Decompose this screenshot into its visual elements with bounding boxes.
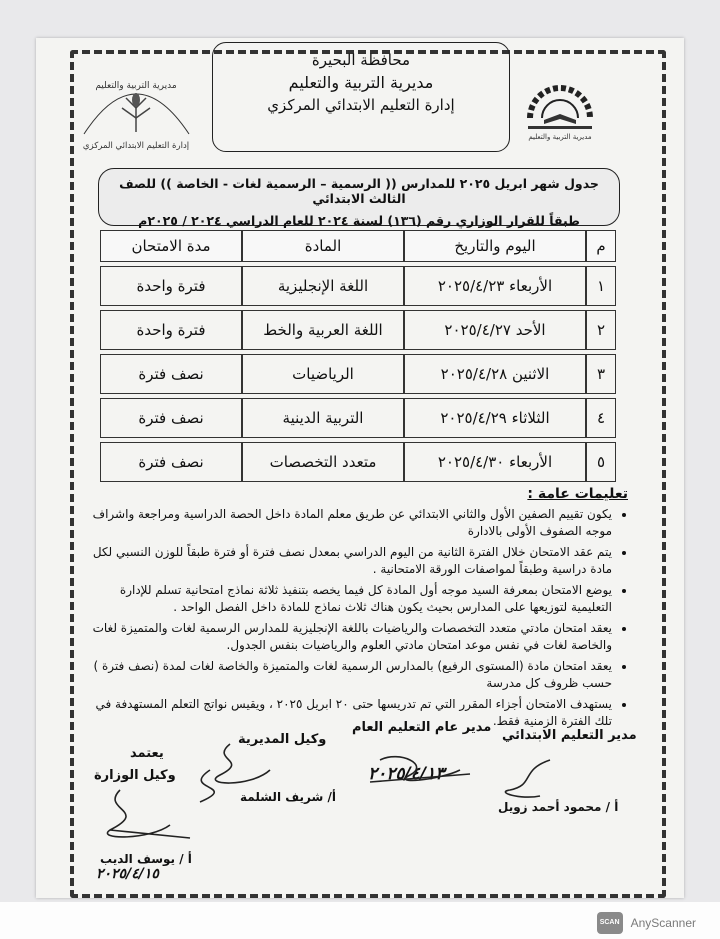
scanner-brand [597,912,696,934]
primary-director-title: مدير التعليم الابتدائي [502,728,637,743]
instruction-item: • يوضع الامتحان بمعرفة السيد موجه أول المادة كل فيما يخصه بتنفيذ ثلاثة نماذج امتحانية تسلم للإدارة التعليمية لتوزيعها على المدارس بحيث يكون هناك ثلاث نماذج للمادة داخل الفصل الواحد . [88,582,612,616]
header-duration: مدة الامتحان [100,230,242,262]
header-num: م [586,230,616,262]
general-director-date: ٢٠٢٥/٤/١٣ [368,764,445,784]
row-duration: فترة واحدة [100,266,242,306]
row-day-date: الاثنين ٢٠٢٥/٤/٢٨ [404,354,586,394]
row-duration: نصف فترة [100,354,242,394]
row-day-date: الأحد ٢٠٢٥/٤/٢٧ [404,310,586,350]
header-box [212,42,510,152]
signature-stroke [200,770,214,802]
primary-director-name: أ / محمود أحمد زويل [498,800,619,814]
table-row [100,442,616,482]
deputy-ministry-name: أ / يوسف الديب [100,852,192,866]
signature-scribbles [80,730,640,870]
deputy-directorate-title: وكيل المديرية [238,732,327,747]
header-subject: المادة [242,230,404,262]
directorate-logo-icon [74,74,199,154]
title-line-1: جدول شهر ابريل ٢٠٢٥ للمدارس (( الرسمية – الرسمية لغات - الخاصة )) للصف الثالث الابتدائي [119,176,599,206]
instruction-item: • يعقد امتحان مادتي متعدد التخصصات والرياضيات باللغة الإنجليزية للمدارس الرسمية لغات والمتميزة لغات والخاصة لغات في نفس موعد امتحان مادتي العلوم والرياضيات بنفس الجدول. [88,620,612,654]
row-day-date: الأربعاء ٢٠٢٥/٤/٣٠ [404,442,586,482]
row-num: ٤ [586,398,616,438]
row-duration: نصف فترة [100,398,242,438]
signature-stroke [215,744,270,783]
table-row [100,354,616,394]
document-title [98,168,620,226]
exam-schedule-table [100,226,616,486]
header-day-date: اليوم والتاريخ [404,230,586,262]
logo-right-text: مديرية التربية والتعليم [528,133,592,141]
table-row [100,266,616,306]
row-num: ٢ [586,310,616,350]
general-instructions [88,486,628,734]
instructions-heading: تعليمات عامة : [527,486,628,502]
table-header-row [100,230,616,262]
table-row [100,398,616,438]
table-row [100,310,616,350]
scan-badge-icon: SCAN [597,912,623,934]
signature-stroke [380,757,460,781]
row-day-date: الأربعاء ٢٠٢٥/٤/٢٣ [404,266,586,306]
ministry-logo-icon [520,84,600,142]
instruction-item: • يكون تقييم الصفين الأول والثاني الابتدائي عن طريق معلم المادة داخل الحصة الدراسية ومراجعة واشراف موجه الصفوف الأولى بالادارة [88,506,612,540]
row-duration: نصف فترة [100,442,242,482]
approved-label: يعتمد [130,746,164,761]
instruction-item: • يستهدف الامتحان أجزاء المقرر التي تم تدريسها حتى ٢٠ ابريل ٢٠٢٥ ، ويقيس نواتج التعلم المستهدفة في تلك الفترة الزمنية فقط. [88,696,612,730]
signature-stroke [505,760,550,797]
instruction-item: • يتم عقد الامتحان خلال الفترة الثانية من اليوم الدراسي بمعدل نصف فترة أو فترة طبقاً للوزن النسبي لكل مادة دراسية وطبقاً لمواصفات الورقة الامتحانية . [88,544,612,578]
row-subject: اللغة الإنجليزية [242,266,404,306]
row-subject: الرياضيات [242,354,404,394]
administration-name: إدارة التعليم الابتدائي المركزي [267,96,455,114]
row-num: ١ [586,266,616,306]
title-line-2: طبقاً للقرار الوزاري رقم (١٣٦) لسنة ٢٠٢٤ للعام الدراسي ٢٠٢٤ / ٢٠٢٥م [138,213,580,228]
row-num: ٣ [586,354,616,394]
directorate-name: مديرية التربية والتعليم [288,73,434,92]
row-duration: فترة واحدة [100,310,242,350]
row-day-date: الثلاثاء ٢٠٢٥/٤/٢٩ [404,398,586,438]
logo-left-top-text: مديرية التربية والتعليم [95,81,177,91]
instruction-item: • يعقد امتحان مادة (المستوى الرفيع) بالمدارس الرسمية لغات والمتميزة والخاصة لغات لمدة (نصف فترة ) حسب ظروف كل مدرسة [88,658,612,692]
row-num: ٥ [586,442,616,482]
row-subject: متعدد التخصصات [242,442,404,482]
general-director-title: مدير عام التعليم العام [352,720,492,735]
deputy-ministry-date: ٢٠٢٥/٤/١٥ [96,866,159,882]
logo-left-bottom-text: إدارة التعليم الابتدائي المركزي [82,141,190,151]
governorate-name: محافظة البحيرة [311,51,411,69]
row-subject: التربية الدينية [242,398,404,438]
row-subject: اللغة العربية والخط [242,310,404,350]
scanner-app-name: AnyScanner [630,916,696,930]
deputy-directorate-name: أ/ شريف الشلمة [240,790,336,804]
deputy-ministry-title: وكيل الوزارة [94,768,176,783]
